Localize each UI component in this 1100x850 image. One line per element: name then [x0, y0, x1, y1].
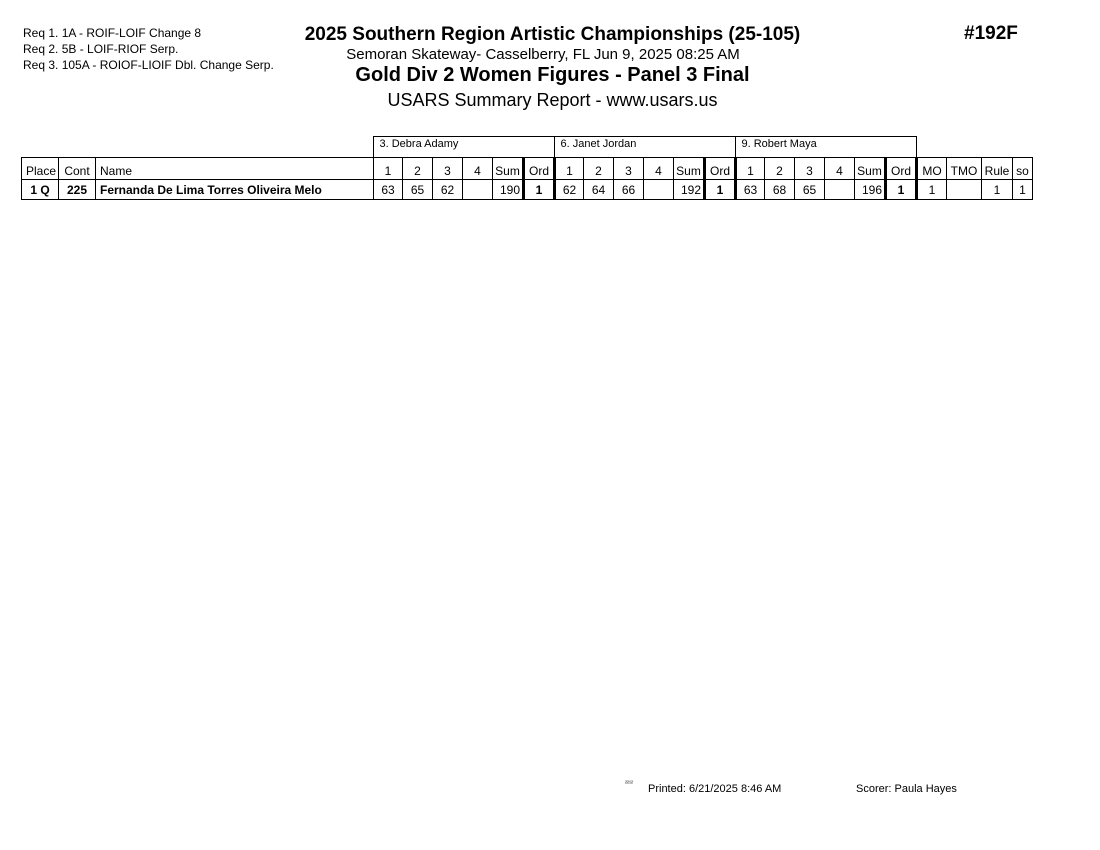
col-j3-m4: 4	[825, 158, 855, 180]
col-j3-ord: Ord	[886, 158, 917, 180]
col-j2-m1: 1	[555, 158, 584, 180]
requirement-1: Req 1. 1A - ROIF-LOIF Change 8	[23, 26, 202, 40]
j1-mark-3: 62	[433, 180, 463, 200]
j3-mark-4	[825, 180, 855, 200]
col-j1-ord: Ord	[524, 158, 555, 180]
col-so: so	[1013, 158, 1033, 180]
col-j1-m4: 4	[463, 158, 493, 180]
j1-sum: 190	[493, 180, 524, 200]
j3-mark-3: 65	[795, 180, 825, 200]
judge-1-label: 3. Debra Adamy	[373, 137, 554, 158]
col-j1-m3: 3	[433, 158, 463, 180]
col-j3-sum: Sum	[855, 158, 886, 180]
j2-mark-4	[644, 180, 674, 200]
j2-ord: 1	[705, 180, 736, 200]
requirement-3: Req 3. 105A - ROIOF-LIOIF Dbl. Change Serp.	[23, 58, 274, 72]
row-place: 1 Q	[22, 180, 59, 200]
col-j1-m1: 1	[374, 158, 403, 180]
j2-mark-3: 66	[614, 180, 644, 200]
judge-2-label: 6. Janet Jordan	[554, 137, 735, 158]
col-j2-m2: 2	[584, 158, 614, 180]
col-mo: MO	[917, 158, 947, 180]
row-tmo	[947, 180, 982, 200]
tiny-code: ²²¹²	[625, 781, 633, 787]
j2-mark-2: 64	[584, 180, 614, 200]
results-table	[21, 157, 1033, 200]
j1-mark-2: 65	[403, 180, 433, 200]
col-j3-m3: 3	[795, 158, 825, 180]
j3-mark-1: 63	[736, 180, 765, 200]
j3-sum: 196	[855, 180, 886, 200]
judge-header	[21, 136, 917, 157]
col-tmo: TMO	[947, 158, 982, 180]
j2-mark-1: 62	[555, 180, 584, 200]
j3-mark-2: 68	[765, 180, 795, 200]
j1-mark-4	[463, 180, 493, 200]
col-j3-m2: 2	[765, 158, 795, 180]
competition-title: 2025 Southern Region Artistic Championships (25-105)	[304, 24, 801, 45]
col-j1-m2: 2	[403, 158, 433, 180]
row-mo: 1	[917, 180, 947, 200]
col-j1-sum: Sum	[493, 158, 524, 180]
judge-3-label: 9. Robert Maya	[735, 137, 916, 158]
col-name: Name	[96, 158, 374, 180]
report-subtitle: USARS Summary Report - www.usars.us	[387, 90, 718, 110]
col-j2-m3: 3	[614, 158, 644, 180]
col-rule: Rule	[982, 158, 1013, 180]
j3-ord: 1	[886, 180, 917, 200]
printed-timestamp: Printed: 6/21/2025 8:46 AM	[648, 783, 782, 795]
col-j2-m4: 4	[644, 158, 674, 180]
col-j3-m1: 1	[736, 158, 765, 180]
row-so: 1	[1013, 180, 1033, 200]
row-rule: 1	[982, 180, 1013, 200]
j1-mark-1: 63	[374, 180, 403, 200]
table-row	[22, 180, 1033, 200]
col-j2-ord: Ord	[705, 158, 736, 180]
col-cont: Cont	[59, 158, 96, 180]
col-place: Place	[22, 158, 59, 180]
header-row	[22, 158, 1033, 180]
event-title: Gold Div 2 Women Figures - Panel 3 Final	[355, 64, 750, 86]
row-cont: 225	[59, 180, 96, 200]
j2-sum: 192	[674, 180, 705, 200]
j1-ord: 1	[524, 180, 555, 200]
scorer-name: Scorer: Paula Hayes	[856, 783, 957, 795]
col-j2-sum: Sum	[674, 158, 705, 180]
venue-line: Semoran Skateway- Casselberry, FL Jun 9, 2025 08:25 AM	[346, 46, 740, 63]
judge-spacer	[21, 137, 373, 158]
row-name: Fernanda De Lima Torres Oliveira Melo	[96, 180, 374, 200]
requirement-2: Req 2. 5B - LOIF-RIOF Serp.	[23, 42, 179, 56]
event-number: #192F	[964, 23, 1018, 44]
